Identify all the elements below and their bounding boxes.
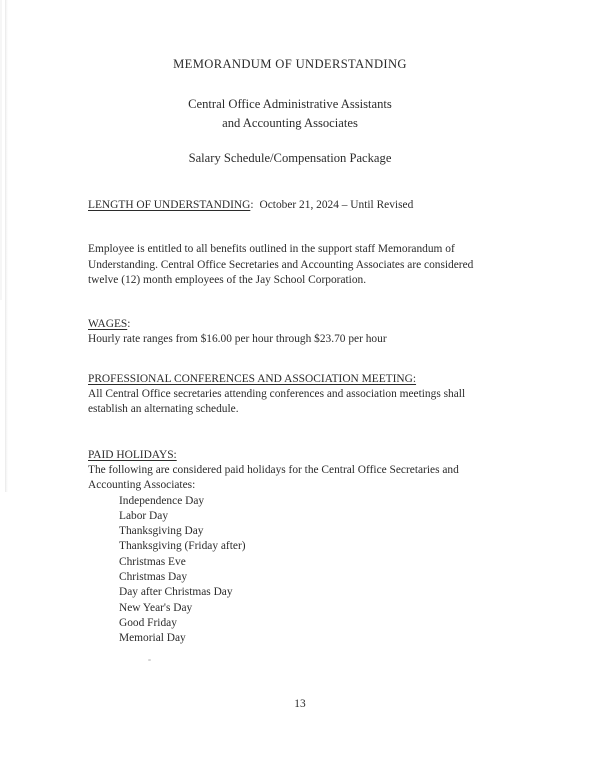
page-number: 13 [294, 698, 306, 710]
professional-conferences-text: All Central Office secretaries attending conferences and association meetings shall establish an alternating schedule. [88, 388, 466, 416]
section-length-of-understanding [88, 166, 492, 213]
list-item: Christmas Day [119, 571, 188, 584]
length-of-understanding-value: October 21, 2024 – Until Revised [259, 199, 414, 211]
length-of-understanding-colon: : [250, 199, 254, 211]
paid-holidays-heading: PAID HOLIDAYS: [88, 448, 177, 461]
list-item: Thanksgiving Day [119, 525, 204, 538]
list-item: Memorial Day [119, 632, 186, 645]
wages-text: Hourly rate ranges from $16.00 per hour through $23.70 per hour [88, 333, 387, 346]
page-title: MEMORANDUM OF UNDERSTANDING [173, 57, 407, 71]
wages-heading-row [88, 317, 492, 332]
section-paid-holidays [88, 418, 492, 647]
salary-schedule-line: Salary Schedule/Compensation Package [188, 151, 392, 165]
list-item: Independence Day [119, 494, 205, 507]
document-content [88, 0, 492, 647]
professional-conferences-heading: PROFESSIONAL CONFERENCES AND ASSOCIATION MEETING: [88, 372, 417, 385]
paid-holidays-intro: The following are considered paid holidays for the Central Office Secretaries and Accounting Associates: [88, 463, 459, 492]
wages-colon: : [127, 318, 131, 331]
subtitle-line-2: and Accounting Associates [222, 115, 358, 130]
list-item: Good Friday [119, 616, 177, 629]
list-item: New Year's Day [119, 601, 193, 614]
scan-speck-artifact [148, 659, 151, 661]
length-of-understanding-heading: LENGTH OF UNDERSTANDING [88, 199, 251, 211]
list-item: Labor Day [119, 509, 169, 522]
subtitle-line-1: Central Office Administrative Assistants [188, 97, 392, 111]
section-wages [88, 288, 492, 348]
paid-holidays-list [88, 494, 492, 647]
scan-edge-artifact-secondary [0, 0, 2, 300]
title-block [88, 0, 492, 166]
list-item: Thanksgiving (Friday after) [119, 540, 246, 553]
intro-paragraph: Employee is entitled to all benefits outlined in the support staff Memorandum of Understanding. Central Office Secretaries and Accounting Associates are considered twelve (12) month employees of the Jay School Corporation. [88, 243, 474, 286]
list-item: Christmas Eve [119, 555, 186, 568]
document-subtitle [88, 72, 492, 132]
paid-holidays-heading-row [88, 448, 492, 463]
section-professional-conferences [88, 348, 492, 418]
list-item: Day after Christmas Day [119, 586, 233, 599]
wages-heading: WAGES [88, 318, 128, 331]
scan-edge-artifact [5, 0, 8, 492]
